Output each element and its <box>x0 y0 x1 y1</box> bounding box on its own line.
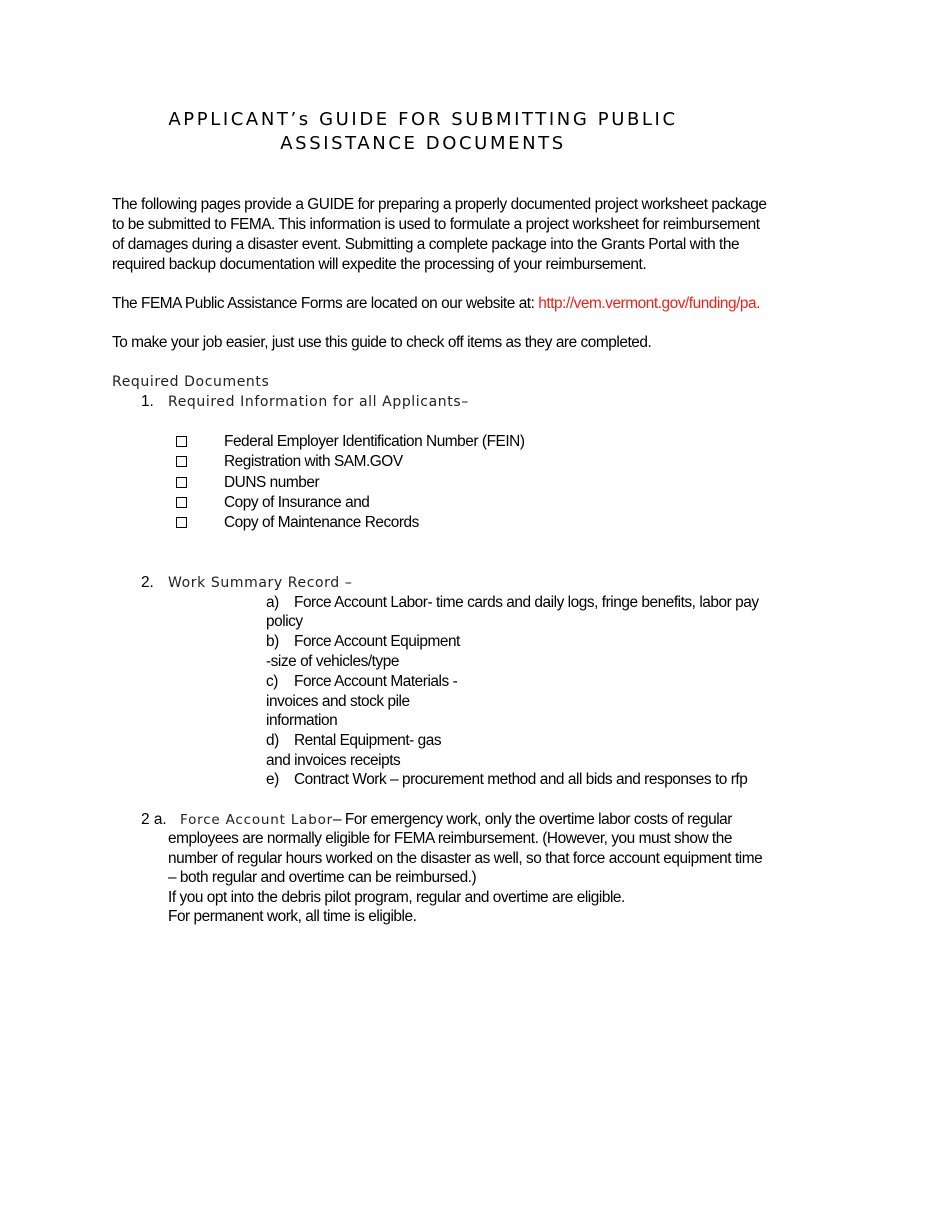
checklist-item-label: DUNS number <box>224 474 320 491</box>
section-2a-line: number of regular hours worked on the disaster as well, so that force account equipment time <box>168 850 763 867</box>
intro-line: The following pages provide a GUIDE for preparing a properly documented project worksheet package <box>112 196 767 213</box>
work-summary-line <box>266 593 759 613</box>
section-1-heading: Required Information for all Applicants– <box>168 394 469 410</box>
required-documents-heading: Required Documents <box>112 374 270 390</box>
work-summary-text: Contract Work – procurement method and all bids and responses to rfp <box>294 771 748 788</box>
work-summary-text: Force Account Materials - <box>294 673 458 690</box>
work-summary-text: information <box>266 712 338 729</box>
work-summary-line <box>266 751 400 771</box>
checkbox-icon[interactable] <box>176 517 187 528</box>
section-1-number: 1. <box>141 393 154 410</box>
section-2a-heading: Force Account Labor <box>180 812 333 828</box>
work-summary-text: and invoices receipts <box>266 752 401 769</box>
work-summary-label: b) <box>266 633 279 650</box>
work-summary-label: d) <box>266 732 279 749</box>
work-summary-line <box>266 612 303 632</box>
intro-paragraph <box>112 195 832 275</box>
work-summary-text: Force Account Labor- time cards and daily logs, fringe benefits, labor pay <box>294 594 759 611</box>
checkbox-icon[interactable] <box>176 477 187 488</box>
work-summary-text: Force Account Equipment <box>294 633 460 650</box>
section-2a-line: – both regular and overtime can be reimbursed.) <box>168 869 477 886</box>
checklist-item-label: Copy of Maintenance Records <box>224 514 419 531</box>
document-title-line-1: APPLICANT’s GUIDE FOR SUBMITTING PUBLIC <box>168 109 678 130</box>
section-2a-line: For permanent work, all time is eligible. <box>168 908 417 925</box>
checkbox-icon[interactable] <box>176 456 187 467</box>
section-2a-first-line-text: – For emergency work, only the overtime labor costs of regular <box>333 811 732 828</box>
section-2-heading: Work Summary Record – <box>168 575 353 591</box>
forms-link[interactable]: http://vem.vermont.gov/funding/pa. <box>538 295 760 312</box>
section-2a-line: If you opt into the debris pilot program, regular and overtime are eligible. <box>168 889 625 906</box>
forms-text: The FEMA Public Assistance Forms are located on our website at: <box>112 295 539 312</box>
work-summary-label: c) <box>266 673 278 690</box>
checkbox-icon[interactable] <box>176 497 187 508</box>
work-summary-line <box>266 692 410 712</box>
work-summary-line <box>266 731 441 751</box>
work-summary-line <box>266 632 460 652</box>
work-summary-line <box>266 711 337 731</box>
intro-line: required backup documentation will expedite the processing of your reimbursement. <box>112 256 647 273</box>
work-summary-label: a) <box>266 594 279 611</box>
work-summary-line <box>266 652 399 672</box>
work-summary-label: e) <box>266 771 279 788</box>
work-summary-text: Rental Equipment- gas <box>294 732 442 749</box>
intro-line: of damages during a disaster event. Submitting a complete package into the Grants Portal with the <box>112 236 740 253</box>
checklist-item-label: Federal Employer Identification Number (FEIN) <box>224 433 525 450</box>
easier-paragraph: To make your job easier, just use this guide to check off items as they are completed. <box>112 334 652 351</box>
work-summary-text: invoices and stock pile <box>266 693 410 710</box>
forms-paragraph <box>112 294 832 314</box>
checkbox-icon[interactable] <box>176 436 187 447</box>
checklist-item-label: Copy of Insurance and <box>224 494 370 511</box>
work-summary-line <box>266 770 747 790</box>
work-summary-line <box>266 672 457 692</box>
work-summary-text: -size of vehicles/type <box>266 653 399 670</box>
section-2a-number: 2 a. <box>141 811 167 828</box>
section-2a-first-line <box>180 810 732 830</box>
intro-line: to be submitted to FEMA. This information is used to formulate a project worksheet for reimbursement <box>112 216 760 233</box>
section-2a-line: employees are normally eligible for FEMA reimbursement. (However, you must show the <box>168 830 732 847</box>
work-summary-text: policy <box>266 613 303 630</box>
checklist-item-label: Registration with SAM.GOV <box>224 453 403 470</box>
document-title-line-2: ASSISTANCE DOCUMENTS <box>280 133 566 154</box>
section-2-number: 2. <box>141 574 154 591</box>
